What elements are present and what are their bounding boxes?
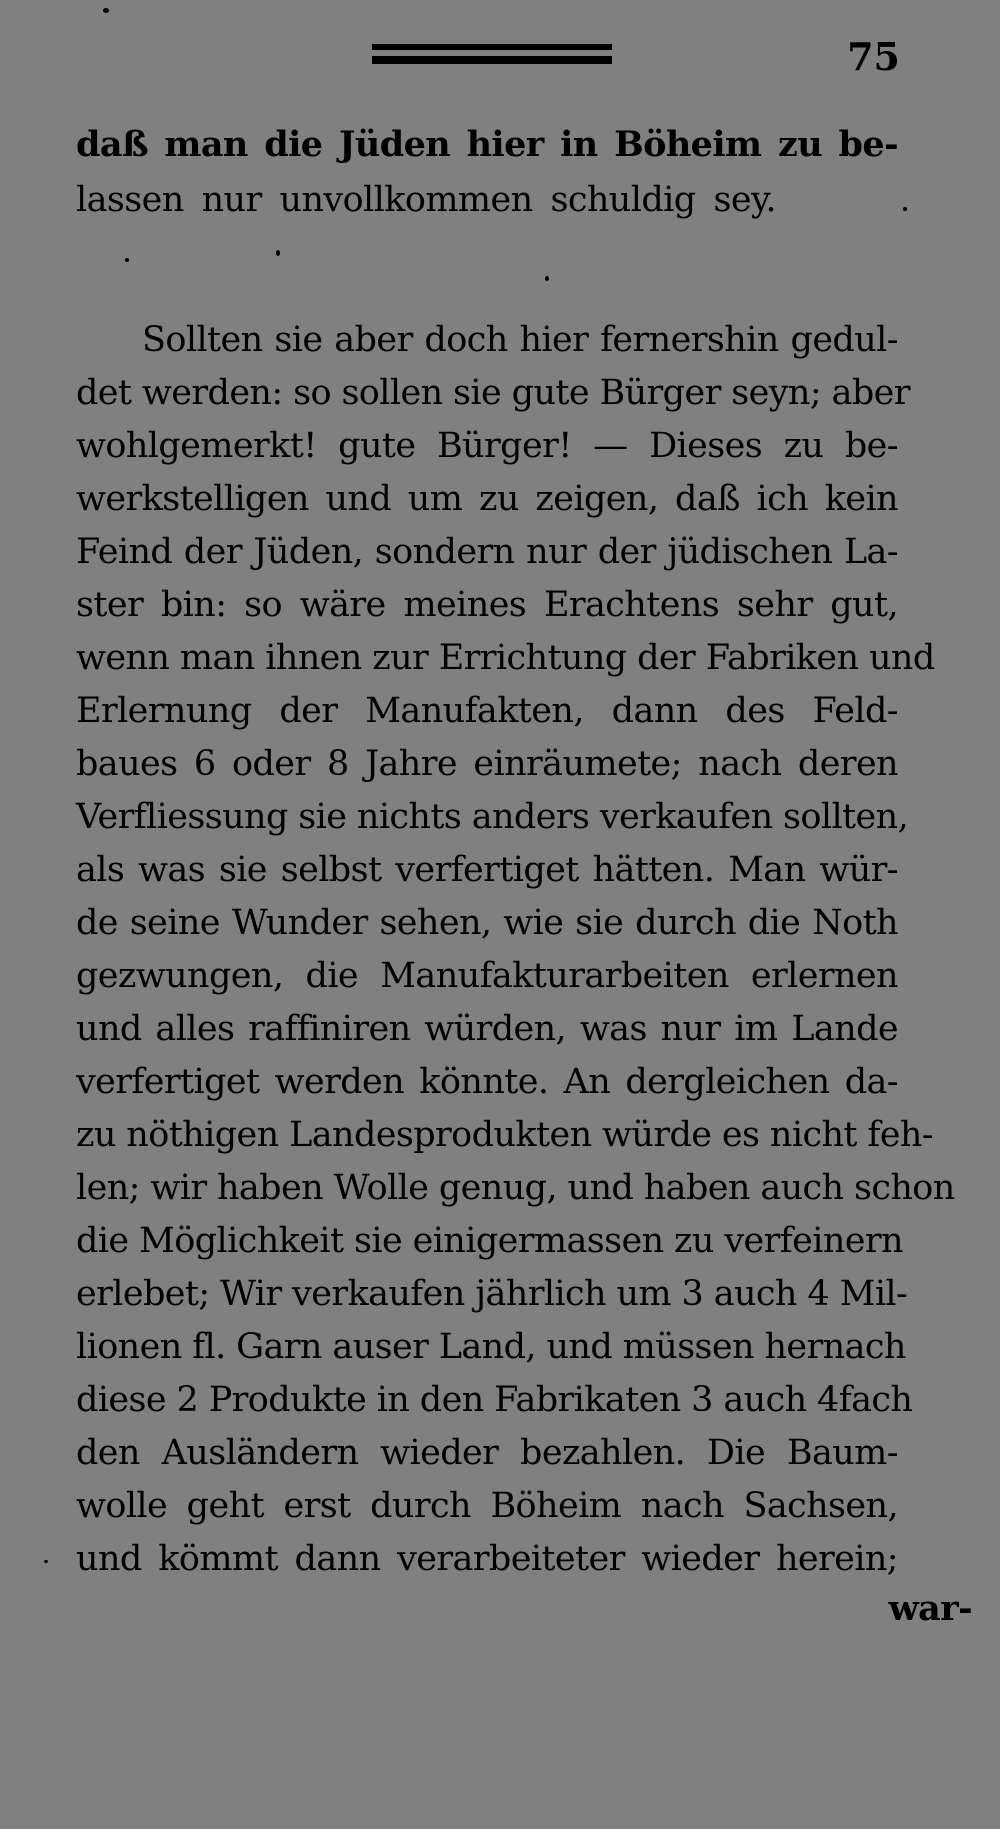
text-line: die Möglichkeit sie einigermassen zu verfeinern [76,1221,903,1261]
text-line: de seine Wunder sehen, wie sie durch die Noth [76,903,898,943]
text-line: Erlernung der Manufakten, dann des Feld- [76,691,898,731]
print-speck [125,258,129,262]
text-line: erlebet; Wir verkaufen jährlich um 3 auch 4 Mil- [76,1274,908,1314]
print-speck [103,8,109,13]
text-line: Feind der Jüden, sondern nur der jüdischen La- [76,532,898,572]
text-line: als was sie selbst verfertiget hätten. Man wür- [76,850,898,890]
text-line: gezwungen, die Manufakturarbeiten erlernen [76,956,898,996]
text-line: wohlgemerkt! gute Bürger! — Dieses zu be- [76,426,898,466]
text-line: werkstelligen und um zu zeigen, daß ich kein [76,479,898,519]
text-line: diese 2 Produkte in den Fabrikaten 3 auch 4fach [76,1380,913,1420]
text-line: Verfliessung sie nichts anders verkaufen sollten, [76,797,909,837]
text-line: daß man die Jüden hier in Böheim zu be- [76,124,898,165]
text-line: len; wir haben Wolle genug, und haben auch schon [76,1168,955,1208]
catchword: war- [888,1588,972,1629]
text-line: und kömmt dann verarbeiteter wieder herein; [76,1539,898,1579]
print-speck [545,276,549,281]
header-rule-bottom [372,56,612,64]
text-line: verfertiget werden könnte. An dergleichen da- [76,1062,898,1102]
print-speck [44,1560,48,1563]
text-line: lionen fl. Garn auser Land, und müssen hernach [76,1327,906,1367]
text-line: und alles raffiniren würden, was nur im Lande [76,1009,898,1049]
text-line: ster bin: so wäre meines Erachtens sehr gut, [76,585,898,625]
text-line: lassen nur unvollkommen schuldig sey. [76,180,776,220]
text-line: Sollten sie aber doch hier fernershin gedul- [142,320,898,360]
text-line: zu nöthigen Landesprodukten würde es nicht feh- [76,1115,934,1155]
page-number: 75 [847,34,900,79]
text-line: den Ausländern wieder bezahlen. Die Baum- [76,1433,898,1473]
print-speck [903,207,907,211]
header-rule-top [372,44,612,50]
text-line: wolle geht erst durch Böheim nach Sachsen, [76,1486,898,1526]
print-speck [276,250,280,256]
text-line: det werden: so sollen sie gute Bürger seyn; aber [76,373,910,413]
text-line: baues 6 oder 8 Jahre einräumete; nach deren [76,744,898,784]
text-line: wenn man ihnen zur Errichtung der Fabriken und [76,638,935,678]
